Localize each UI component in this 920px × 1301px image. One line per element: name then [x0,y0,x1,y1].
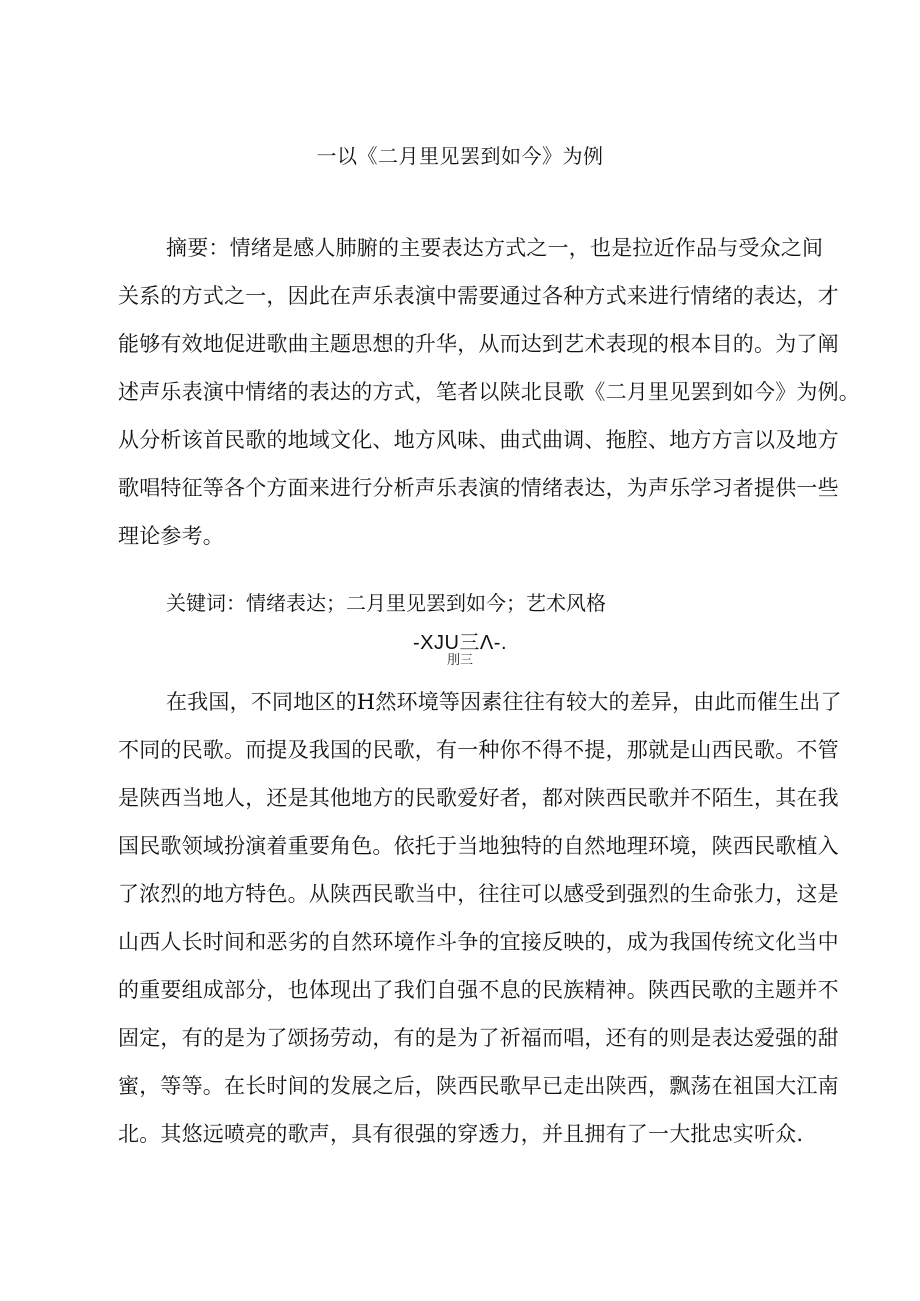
body-line: 了浓烈的地方特色。从陕西民歌当中，往往可以感受到强烈的生命张力，这是 [118,882,839,906]
body-paragraph [118,684,842,1164]
body-line: 的重要组成部分，也体现出了我们自强不息的民族精神。陕西民歌的主题并不 [118,978,839,1002]
abstract-line: 歌唱特征等各个方面来进行分析声乐表演的情绪表达，为声乐学习者提供一些 [118,476,839,500]
body-line: 蜜，等等。在长时间的发展之后，陕西民歌早已走出陕西，飘荡在祖国大江南 [118,1074,839,1098]
section-heading-main: -XJU三Λ-. [412,632,508,654]
body-line: 北。其悠远喷亮的歌声，具有很强的穿透力，并且拥有了一大批忠实听众. [118,1122,804,1146]
abstract-line: 能够有效地促进歌曲主题思想的升华，从而达到艺术表现的根本目的。为了阐 [118,332,839,356]
body-line: 固定，有的是为了颂扬劳动，有的是为了祈福而唱，还有的则是表达爱强的甜 [118,1026,839,1050]
page-subtitle: 一以《二月里见罢到如今》为例 [316,144,604,168]
abstract-line: 理论参考。 [118,524,224,548]
abstract-line: 关系的方式之一，因此在声乐表演中需要通过各种方式来进行情绪的表达，才 [118,284,839,308]
abstract-paragraph [118,230,860,566]
body-line: 不同的民歌。而提及我国的民歌，有一种你不得不提，那就是山西民歌。不管 [118,738,839,762]
abstract-line: 摘要：情绪是感人肺腑的主要表达方式之一，也是拉近作品与受众之间 [166,236,824,260]
section-heading [0,632,920,668]
body-line: 在我国，不同地区的H然环境等因素往往有较大的差异，由此而催生出了 [166,690,842,714]
abstract-line: 述声乐表演中情绪的表达的方式，笔者以陕北艮歌《二月里见罢到如今》为例。 [118,380,860,404]
section-heading-sub: 刖三 [446,653,473,668]
body-line: 是陕西当地人，还是其他地方的民歌爱好者，都对陕西民歌并不陌生，其在我 [118,786,839,810]
abstract-line: 从分析该首民歌的地域文化、地方风味、曲式曲调、拖腔、地方方言以及地方 [118,428,839,452]
body-line: 山西人长时间和恶劣的自然环境作斗争的宜接反映的，成为我国传统文化当中 [118,930,839,954]
body-line: 国民歌领域扮演着重要角色。依托于当地独特的自然地理环境，陕西民歌植入 [118,834,839,858]
keywords-line: 关键词：情绪表达；二月里见罢到如今；艺术风格 [166,591,606,615]
